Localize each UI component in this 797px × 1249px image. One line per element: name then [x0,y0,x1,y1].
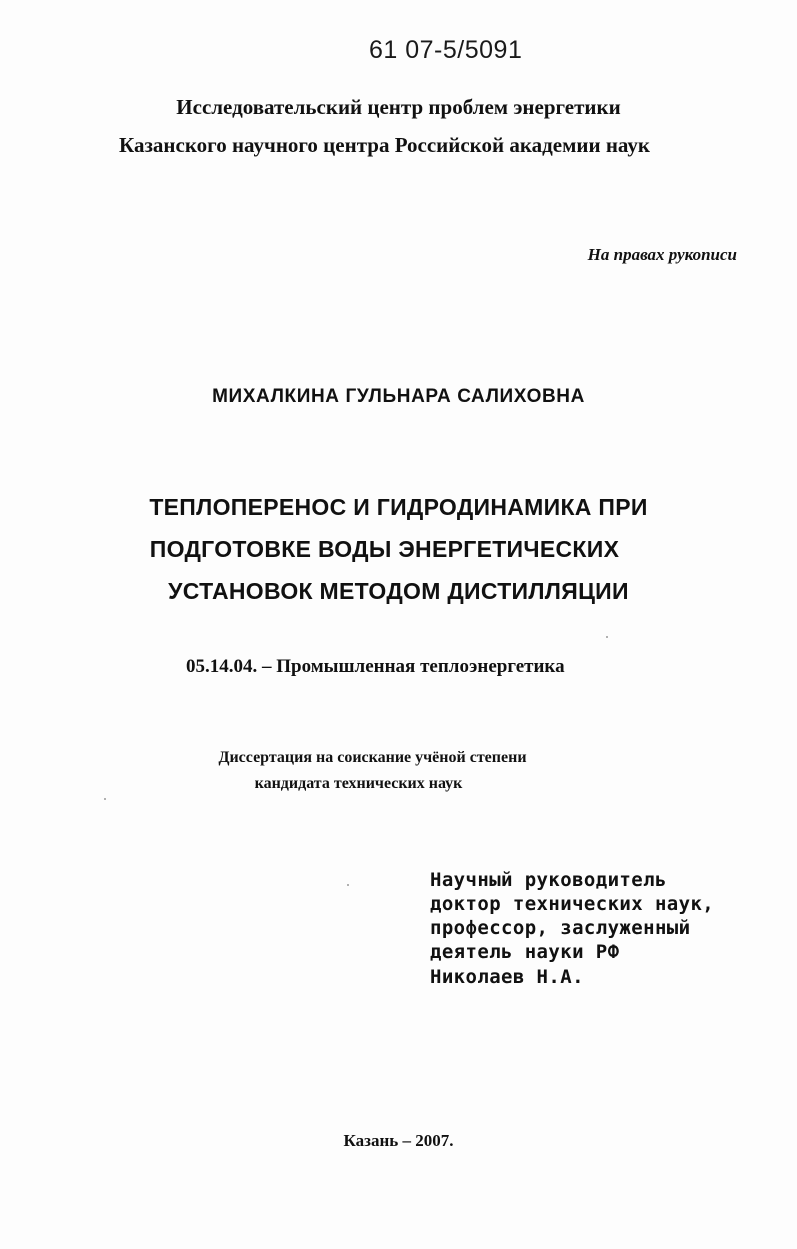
supervisor-line-3: профессор, заслуженный [430,917,691,939]
institution-line-1: Исследовательский центр проблем энергетики [176,95,621,119]
specialty-code: 05.14.04. – Промышленная теплоэнергетика [186,656,565,677]
supervisor-line-2: доктор технических наук, [430,893,715,915]
institution-line-2: Казанского научного центра Российской академии наук [119,133,650,157]
stamp-number: 61 07-5/5091 [369,36,523,64]
title-line-1: ТЕПЛОПЕРЕНОС И ГИДРОДИНАМИКА ПРИ [149,494,648,520]
scan-speck [347,884,349,886]
scan-speck [606,636,608,638]
supervisor-name: Николаев Н.А. [430,966,584,988]
dissertation-line-1: Диссертация на соискание учёной степени [218,749,527,766]
place-and-year: Казань – 2007. [343,1131,454,1150]
supervisor-line-4: деятель науки РФ [430,941,620,963]
author-name: МИХАЛКИНА ГУЛЬНАРА САЛИХОВНА [212,386,585,407]
manuscript-note: На правах рукописи [587,245,737,264]
dissertation-line-2: кандидата технических наук [254,775,463,792]
title-line-3: УСТАНОВОК МЕТОДОМ ДИСТИЛЛЯЦИИ [168,578,629,604]
title-line-2: ПОДГОТОВКЕ ВОДЫ ЭНЕРГЕТИЧЕСКИХ [149,536,620,562]
scan-speck [104,798,106,800]
supervisor-line-1: Научный руководитель [430,869,667,891]
